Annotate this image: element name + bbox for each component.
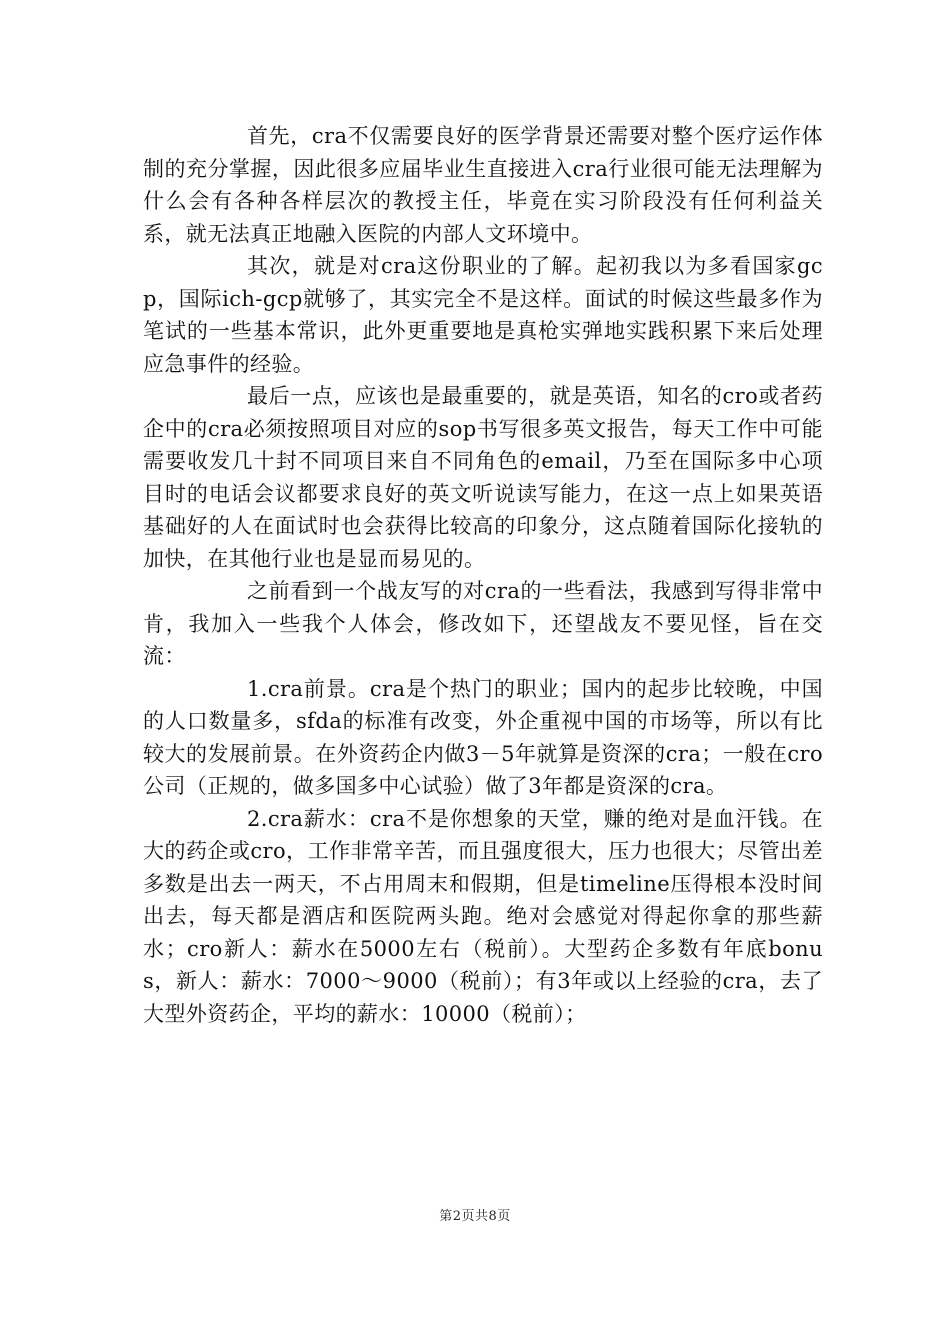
document-body bbox=[143, 120, 823, 1030]
paragraph-6: 2.cra薪水：cra不是你想象的天堂，赚的绝对是血汗钱。在大的药企或cro，工作非常辛苦，而且强度很大，压力也很大；尽管出差多数是出去一两天，不占用周末和假期，但是timeline压得根本没时间出去，每天都是酒店和医院两头跑。绝对会感觉对得起你拿的那些薪水；cro新人：薪水在5000左右（税前）。大型药企多数有年底bonus，新人：薪水：7000～9000（税前）；有3年或以上经验的cra，去了大型外资药企，平均的薪水：10000（税前）； bbox=[143, 806, 823, 1026]
page-number-label: 第2页共8页 bbox=[439, 1209, 511, 1224]
paragraph-3: 最后一点，应该也是最重要的，就是英语，知名的cro或者药企中的cra必须按照项目对应的sop书写很多英文报告，每天工作中可能需要收发几十封不同项目来自不同角色的email，乃至在国际多中心项目时的电话会议都要求良好的英文听说读写能力，在这一点上如果英语基础好的人在面试时也会获得比较高的印象分，这点随着国际化接轨的加快，在其他行业也是显而易见的。 bbox=[143, 384, 823, 571]
paragraph-5: 1.cra前景。cra是个热门的职业；国内的起步比较晚，中国的人口数量多，sfda的标准有改变，外企重视中国的市场等，所以有比较大的发展前景。在外资药企内做3－5年就算是资深的cra；一般在cro公司（正规的，做多国多中心试验）做了3年都是资深的cra。 bbox=[143, 676, 823, 798]
paragraph-1: 首先，cra不仅需要良好的医学背景还需要对整个医疗运作体制的充分掌握，因此很多应届毕业生直接进入cra行业很可能无法理解为什么会有各种各样层次的教授主任，毕竟在实习阶段没有任何利益关系，就无法真正地融入医院的内部人文环境中。 bbox=[143, 124, 823, 246]
paragraph-4: 之前看到一个战友写的对cra的一些看法，我感到写得非常中肯，我加入一些我个人体会，修改如下，还望战友不要见怪，旨在交流： bbox=[143, 579, 823, 668]
page-footer bbox=[0, 1205, 950, 1224]
paragraph-2: 其次，就是对cra这份职业的了解。起初我以为多看国家gcp，国际ich-gcp就够了，其实完全不是这样。面试的时候这些最多作为笔试的一些基本常识，此外更重要地是真枪实弹地实践积累下来后处理应急事件的经验。 bbox=[143, 254, 823, 376]
